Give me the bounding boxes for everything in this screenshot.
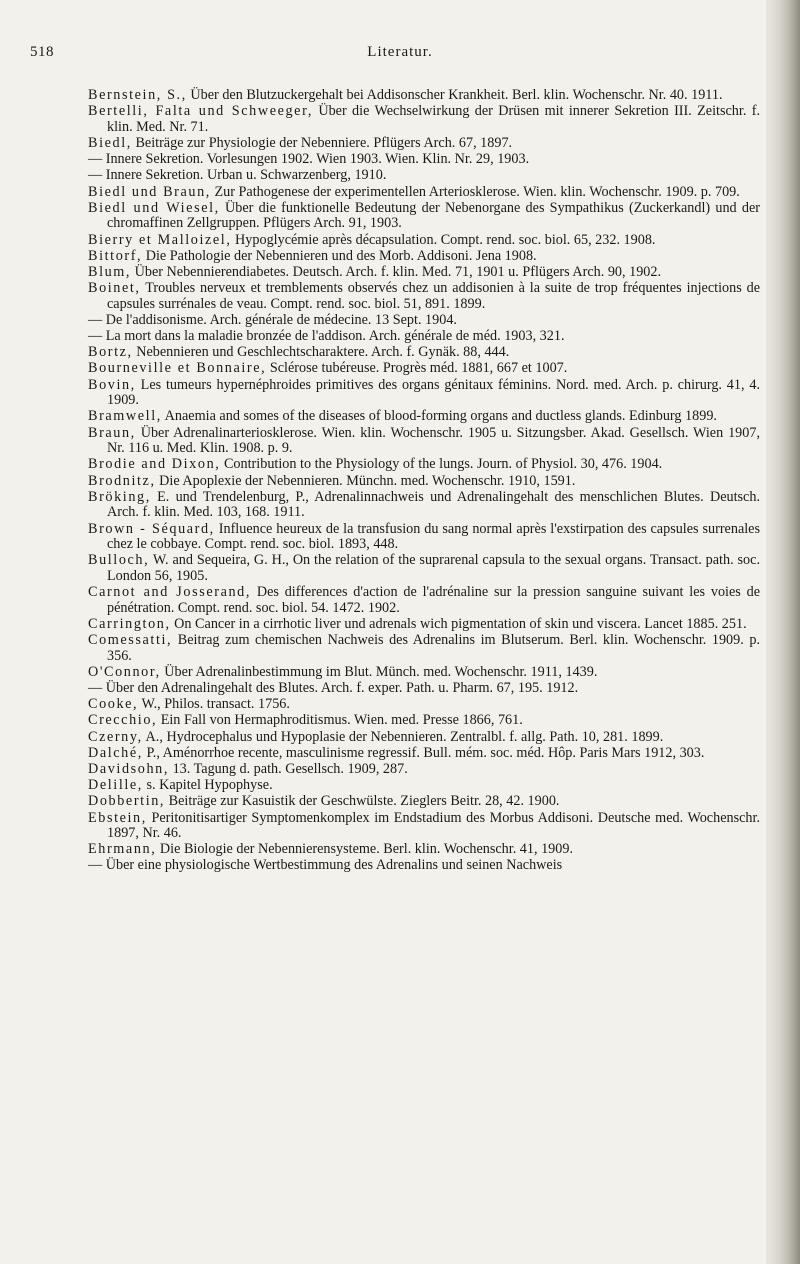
reference-text: — Innere Sekretion. Urban u. Schwarzenberg, 1910. (88, 167, 387, 184)
reference-author: O'Connor, (88, 663, 161, 680)
reference-entry (88, 136, 760, 152)
reference-entry (88, 345, 760, 361)
reference-author: Ehrmann, (88, 841, 157, 858)
reference-author: Delille, (88, 777, 143, 794)
reference-entry (88, 665, 760, 681)
reference-entry (88, 553, 760, 584)
reference-text: Influence heureux de la transfusion du sang normal après l'exstirpation des capsules surrenales chez le cobbaye. Compt. rend. soc. biol. 1893, 448. (107, 520, 760, 553)
reference-entry (88, 842, 760, 858)
reference-entry (88, 762, 760, 778)
reference-author: Comessatti, (88, 632, 173, 649)
reference-author: Bortz, (88, 344, 133, 361)
reference-text: Peritonitisartiger Symptomenkomplex im Endstadium des Morbus Addisoni. Deutsche med. Wochenschr. 1897, Nr. 46. (107, 809, 760, 842)
reference-entry (88, 697, 760, 713)
reference-entry (88, 329, 760, 345)
page-number: 518 (30, 44, 54, 60)
reference-text: Ein Fall von Hermaphroditismus. Wien. med. Presse 1866, 761. (157, 712, 523, 729)
reference-author: Biedl und Braun, (88, 183, 211, 200)
reference-text: — Über den Adrenalingehalt des Blutes. Arch. f. exper. Path. u. Pharm. 67, 195. 1912. (88, 680, 579, 696)
reference-author: Dobbertin, (88, 793, 166, 810)
reference-text: Über die funktionelle Bedeutung der Nebenorgane des Sympathikus (Zuckerkandl) und der chromaffinen Zellgruppen. Pflügers Arch. 91, 1903. (107, 199, 760, 232)
reference-text: Zur Pathogenese der experimentellen Arteriosklerose. Wien. klin. Wochenschr. 1909. p. 709. (210, 183, 740, 200)
reference-text: — Über eine physiologische Wertbestimmung des Adrenalins und seinen Nachweis (88, 857, 563, 874)
reference-author: Brodie and Dixon, (88, 456, 221, 473)
reference-text: 13. Tagung d. path. Gesellsch. 1909, 287. (169, 760, 408, 777)
reference-text: s. Kapitel Hypophyse. (142, 777, 273, 794)
reference-entry (88, 585, 760, 616)
reference-text: Troubles nerveux et tremblements observés chez un addisonien à la suite de trop fréquentes injections de capsules surrénales de veau. Compt. rend. soc. biol. 51, 891. 1899. (107, 280, 760, 312)
reference-text: Über Nebennierendiabetes. Deutsch. Arch. f. klin. Med. 71, 1901 u. Pflügers Arch. 90, 1902. (131, 263, 662, 280)
reference-author: Czerny, (88, 728, 143, 745)
reference-author: Biedl, (88, 134, 132, 151)
reference-author: Bernstein, S., (88, 87, 187, 103)
reference-author: Biedl und Wiesel, (88, 199, 220, 216)
reference-entry (88, 617, 760, 633)
reference-author: Bierry et Malloizel, (88, 231, 232, 248)
reference-entry (88, 811, 760, 842)
reference-entry (88, 88, 760, 104)
reference-text: Über den Blutzuckergehalt bei Addisonscher Krankheit. Berl. klin. Wochenschr. Nr. 40. 1911. (186, 87, 723, 103)
reference-author: Boinet, (88, 280, 141, 297)
reference-entry (88, 522, 760, 553)
reference-text: W. and Sequeira, G. H., On the relation of the suprarenal capsula to the sexual organs. Transact. path. soc. London 56, 1905. (107, 552, 760, 584)
reference-entry (88, 681, 760, 697)
reference-entry (88, 313, 760, 329)
reference-text: On Cancer in a cirrhotic liver und adrenals wich pigmentation of skin und viscera. Lancet 1885. 251. (170, 615, 747, 632)
reference-entry (88, 858, 760, 874)
reference-author: Bovin, (88, 376, 136, 393)
reference-entry (88, 794, 760, 810)
reference-text: Die Pathologie der Nebennieren und des Morb. Addisoni. Jena 1908. (142, 247, 537, 264)
reference-text: — Innere Sekretion. Vorlesungen 1902. Wien 1903. Wien. Klin. Nr. 29, 1903. (88, 151, 530, 168)
reference-author: Brodnitz, (88, 472, 156, 489)
reference-text: Sclérose tubéreuse. Progrès méd. 1881, 667 et 1007. (266, 360, 568, 377)
reference-text: Hypoglycémie après décapsulation. Compt. rend. soc. biol. 65, 232. 1908. (231, 231, 656, 248)
reference-text: Beitrag zum chemischen Nachweis des Adrenalins im Blutserum. Berl. klin. Wochenschr. 1909. p. 356. (107, 632, 760, 664)
reference-author: Davidsohn, (88, 760, 170, 777)
reference-text: Les tumeurs hypernéphroides primitives des organs génitaux féminins. Nord. med. Arch. p. chirurg. 41, 4. 1909. (107, 376, 760, 409)
reference-author: Ebstein, (88, 809, 147, 826)
reference-entry (88, 426, 760, 457)
page-edge-shadow (766, 0, 800, 1264)
reference-entry (88, 185, 760, 201)
reference-author: Crecchio, (88, 712, 158, 729)
reference-entry (88, 730, 760, 746)
reference-entry (88, 201, 760, 232)
reference-entry (88, 361, 760, 377)
reference-entry (88, 281, 760, 312)
reference-entry (88, 104, 760, 135)
reference-list (88, 88, 760, 875)
reference-entry (88, 265, 760, 281)
reference-author: Bittorf, (88, 247, 143, 264)
reference-author: Blum, (88, 263, 132, 280)
reference-text: Über die Wechselwirkung der Drüsen mit innerer Sekretion III. Zeitschr. f. klin. Med. Nr. 71. (107, 103, 760, 135)
reference-text: Nebennieren und Geschlechtscharaktere. Arch. f. Gynäk. 88, 444. (132, 344, 510, 361)
reference-entry (88, 152, 760, 168)
reference-text: Beiträge zur Physiologie der Nebenniere. Pflügers Arch. 67, 1897. (131, 134, 513, 151)
reference-author: Carnot and Josserand, (88, 584, 252, 601)
reference-text: — La mort dans la maladie bronzée de l'addison. Arch. générale de méd. 1903, 321. (88, 328, 565, 345)
reference-text: Über Adrenalinarteriosklerose. Wien. klin. Wochenschr. 1905 u. Sitzungsber. Akad. Gesellsch. Wien 1907, Nr. 116 u. Med. Klin. 1908. p. 9. (107, 424, 760, 457)
reference-text: E. und Trendelenburg, P., Adrenalinnachweis und Adrenalingehalt des menschlichen Blutes. Deutsch. Arch. f. klin. Med. 103, 168. 1911. (107, 488, 760, 521)
reference-text: Über Adrenalinbestimmung im Blut. Münch. med. Wochenschr. 1911, 1439. (160, 663, 598, 680)
reference-entry (88, 457, 760, 473)
reference-text: Beiträge zur Kasuistik der Geschwülste. Zieglers Beitr. 28, 42. 1900. (165, 793, 560, 810)
reference-entry (88, 746, 760, 762)
reference-text: — De l'addisonisme. Arch. générale de médecine. 13 Sept. 1904. (88, 311, 457, 328)
running-head: Literatur. (367, 44, 433, 60)
reference-entry (88, 778, 760, 794)
reference-entry (88, 713, 760, 729)
reference-entry (88, 168, 760, 184)
reference-author: Carrington, (88, 615, 171, 632)
reference-text: A., Hydrocephalus und Hypoplasie der Nebennieren. Zentralbl. f. allg. Path. 10, 281. 1899. (142, 728, 664, 745)
reference-author: Bourneville et Bonnaire, (88, 360, 267, 377)
reference-text: Die Apoplexie der Nebennieren. Münchn. med. Wochenschr. 1910, 1591. (155, 472, 576, 489)
reference-author: Bröking, (88, 488, 151, 505)
reference-text: Des differences d'action de l'adrénaline sur la pression sanguine suivant les voies de pénétration. Compt. rend. soc. biol. 54. 1472. 1902. (107, 584, 760, 616)
reference-text: P., Aménorrhoe recente, masculinisme regressif. Bull. mém. soc. méd. Hôp. Paris Mars 1912, 303. (142, 744, 705, 761)
reference-entry (88, 474, 760, 490)
reference-author: Bulloch, (88, 552, 150, 569)
reference-entry (88, 233, 760, 249)
reference-author: Cooke, (88, 696, 139, 713)
reference-entry (88, 409, 760, 425)
reference-author: Braun, (88, 424, 136, 441)
reference-text: W., Philos. transact. 1756. (138, 696, 290, 713)
reference-entry (88, 633, 760, 664)
reference-text: Anaemia and somes of the diseases of blood-forming organs and ductless glands. Edinburg 1899. (161, 408, 717, 425)
reference-entry (88, 249, 760, 265)
reference-text: Die Biologie der Nebennierensysteme. Berl. klin. Wochenschr. 41, 1909. (156, 841, 573, 858)
reference-author: Bertelli, Falta und Schweeger, (88, 103, 313, 120)
reference-author: Bramwell, (88, 408, 162, 425)
reference-entry (88, 378, 760, 409)
reference-entry (88, 490, 760, 521)
reference-text: Contribution to the Physiology of the lungs. Journ. of Physiol. 30, 476. 1904. (220, 456, 663, 473)
reference-author: Brown - Séquard, (88, 520, 215, 537)
reference-author: Dalché, (88, 744, 143, 761)
